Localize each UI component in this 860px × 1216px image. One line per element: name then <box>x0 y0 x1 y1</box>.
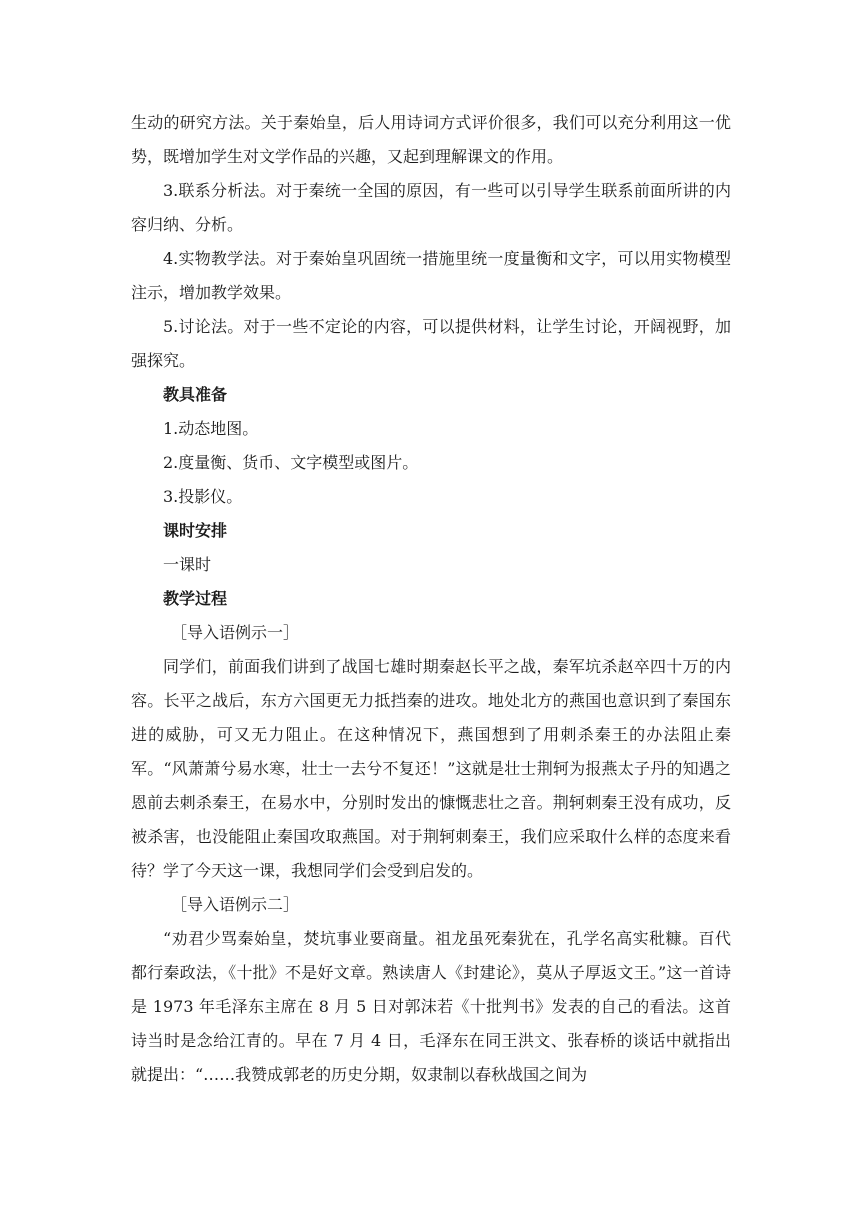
intro-example-label-1: ［导入语例示一］ <box>171 623 300 642</box>
intro-example-text-2: “劝君少骂秦始皇，焚坑事业要商量。祖龙虽死秦犹在，孔学名高实秕糠。百代都行秦政法，《十批》不是好文章。熟读唐人《封建论》，莫从子厚返文王。”这一首诗是 1973 年毛泽东主席在 8 月 5 日对郭沫若《十批判书》发表的自己的看法。这首诗当时是念给江青的。早在 7 月 4 日，毛泽东在同王洪文、张春桥的谈话中就指出就提出：“……我赞成郭老的历史分期，奴隶制以春秋战国之间为 <box>131 929 731 1084</box>
section-heading-teaching-aids: 教具准备 <box>163 385 228 404</box>
schedule-text: 一课时 <box>163 555 212 574</box>
method-item-4: 4.实物教学法。对于秦始皇巩固统一措施里统一度量衡和文字，可以用实物模型注示，增加教学效果。 <box>131 249 731 302</box>
method-item-3: 3.联系分析法。对于秦统一全国的原因，有一些可以引导学生联系前面所讲的内容归纳、分析。 <box>131 181 731 234</box>
aid-item-2: 2.度量衡、货币、文字模型或图片。 <box>163 453 419 472</box>
section-heading-schedule: 课时安排 <box>163 521 228 540</box>
aid-item-3: 3.投影仪。 <box>163 487 243 506</box>
intro-example-label-2: ［导入语例示二］ <box>171 895 300 914</box>
method-item-5: 5.讨论法。对于一些不定论的内容，可以提供材料，让学生讨论，开阔视野，加强探究。 <box>131 317 731 370</box>
section-heading-process: 教学过程 <box>163 589 228 608</box>
paragraph-continuation: 生动的研究方法。关于秦始皇，后人用诗词方式评价很多，我们可以充分利用这一优势，既增加学生对文学作品的兴趣，又起到理解课文的作用。 <box>131 113 731 166</box>
intro-example-text-1: 同学们，前面我们讲到了战国七雄时期秦赵长平之战，秦军坑杀赵卒四十万的内容。长平之战后，东方六国更无力抵挡秦的进攻。地处北方的燕国也意识到了秦国东进的威胁，可又无力阻止。在这种情况下，燕国想到了用刺杀秦王的办法阻止秦军。“风萧萧兮易水寒，壮士一去兮不复还！”这就是壮士荆轲为报燕太子丹的知遇之恩前去刺杀秦王，在易水中，分别时发出的慷慨悲壮之音。荆轲刺秦王没有成功，反被杀害，也没能阻止秦国攻取燕国。对于荆轲刺秦王，我们应采取什么样的态度来看待？学了今天这一课，我想同学们会受到启发的。 <box>131 657 731 880</box>
document-body <box>131 106 731 1092</box>
aid-item-1: 1.动态地图。 <box>163 419 259 438</box>
